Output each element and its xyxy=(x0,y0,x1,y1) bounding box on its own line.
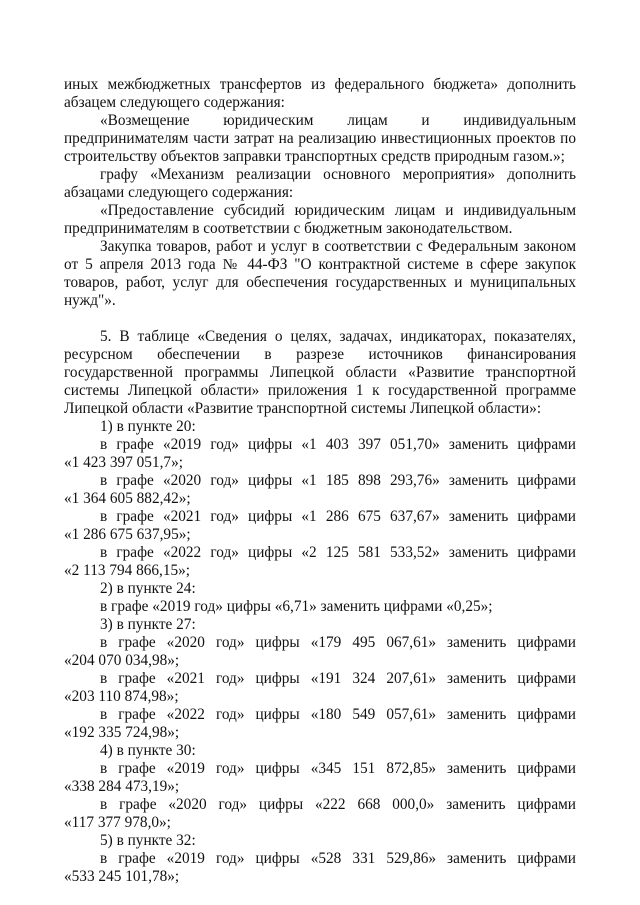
change-line-single: в графе «2019 год» цифры «6,71» заменить цифрами «0,25»; xyxy=(100,598,493,615)
change-line-value: «192 335 724,98»; xyxy=(64,724,180,741)
change-line-value: «1 423 397 051,7»; xyxy=(64,454,183,471)
change-line: в графе «2020 год» цифры «1 185 898 293,76» заменить цифрами xyxy=(100,472,576,489)
change-line: в графе «2021 год» цифры «1 286 675 637,67» заменить цифрами xyxy=(100,508,576,525)
change-line: в графе «2020 год» цифры «222 668 000,0» заменить цифрами xyxy=(100,796,576,813)
item-p20-heading: 1) в пункте 20: xyxy=(100,418,196,435)
paragraph-continuation: иных межбюджетных трансфертов из федерального бюджета» дополнить абзацем следующего содержания: xyxy=(64,76,576,111)
item-p30-heading: 4) в пункте 30: xyxy=(100,742,196,759)
change-line-value: «1 286 675 637,95»; xyxy=(64,526,191,543)
paragraph-gap xyxy=(64,310,576,328)
item-p32-heading: 5) в пункте 32: xyxy=(100,832,196,849)
item-p24-heading: 2) в пункте 24: xyxy=(100,580,196,597)
change-line: в графе «2022 год» цифры «2 125 581 533,52» заменить цифрами xyxy=(100,544,576,561)
change-line: в графе «2019 год» цифры «528 331 529,86» заменить цифрами xyxy=(100,850,576,867)
paragraph-mechanism-column: графу «Механизм реализации основного мероприятия» дополнить абзацами следующего содержания: xyxy=(64,166,576,201)
change-line: в графе «2021 год» цифры «191 324 207,61» заменить цифрами xyxy=(100,670,576,687)
change-line-value: «338 284 473,19»; xyxy=(64,778,180,795)
change-line-value: «533 245 101,78»; xyxy=(64,868,180,885)
change-line: в графе «2019 год» цифры «345 151 872,85» заменить цифрами xyxy=(100,760,576,777)
document-page xyxy=(64,76,576,886)
change-line: в графе «2019 год» цифры «1 403 397 051,70» заменить цифрами xyxy=(100,436,576,453)
change-line-value: «2 113 794 866,15»; xyxy=(64,562,191,579)
change-line-value: «1 364 605 882,42»; xyxy=(64,490,191,507)
paragraph-procurement: Закупка товаров, работ и услуг в соответствии с Федеральным законом от 5 апреля 2013 года № 44-ФЗ "О контрактной системе в сфере закупок товаров, работ, услуг для обеспечения государственных и муниципальных нужд"». xyxy=(64,238,576,309)
item-p27-heading: 3) в пункте 27: xyxy=(100,616,196,633)
section-5-intro: 5. В таблице «Сведения о целях, задачах, индикаторах, показателях, ресурсном обеспечении в разрезе источников финансирования государственной программы Липецкой области «Развитие транспортной системы Липецкой области» приложения 1 к государственной программе Липецкой области «Развитие транспортной системы Липецкой области»: xyxy=(64,328,576,417)
paragraph-quote-compensation: «Возмещение юридическим лицам и индивидуальным предпринимателям части затрат на реализацию инвестиционных проектов по строительству объектов заправки транспортных средств природным газом.»; xyxy=(64,112,576,165)
change-line-value: «203 110 874,98»; xyxy=(64,688,179,705)
change-line-value: «204 070 034,98»; xyxy=(64,652,180,669)
change-line: в графе «2020 год» цифры «179 495 067,61» заменить цифрами xyxy=(100,634,576,651)
paragraph-quote-subsidies: «Предоставление субсидий юридическим лицам и индивидуальным предпринимателям в соответствии с бюджетным законодательством. xyxy=(64,202,576,237)
change-line-value: «117 377 978,0»; xyxy=(64,814,171,831)
change-line: в графе «2022 год» цифры «180 549 057,61» заменить цифрами xyxy=(100,706,576,723)
